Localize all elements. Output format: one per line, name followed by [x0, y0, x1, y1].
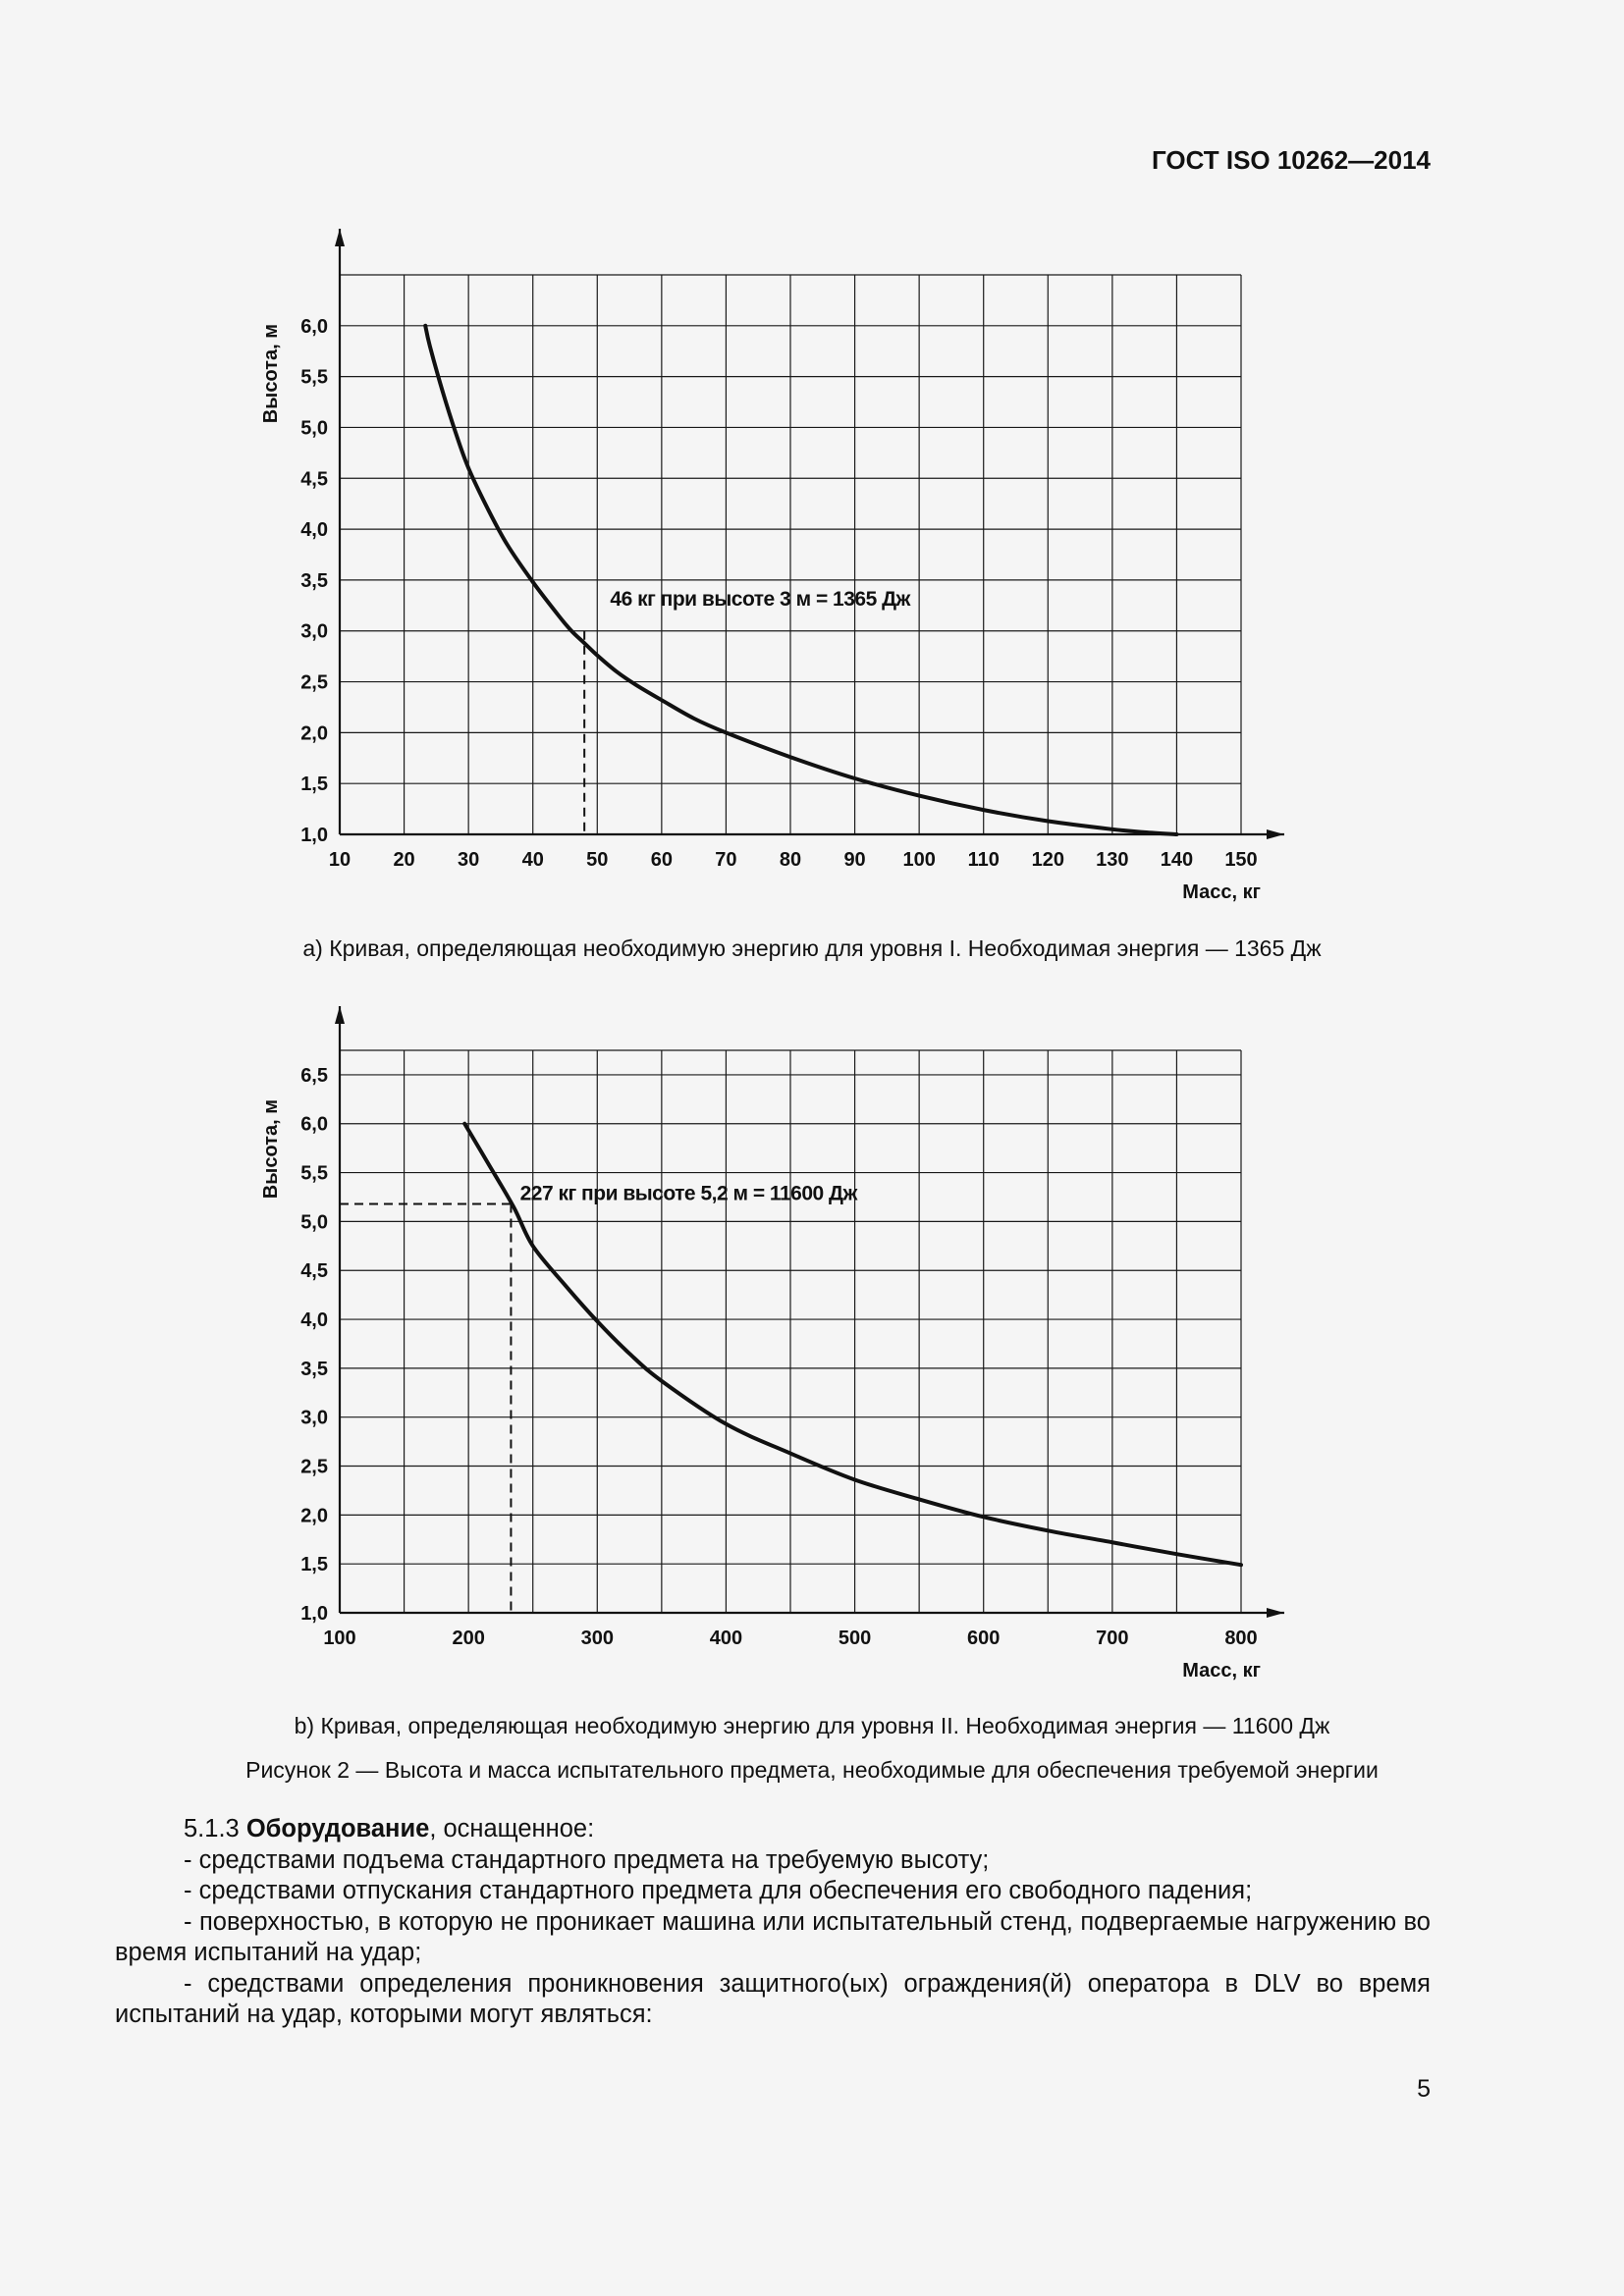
- section-heading: [115, 1814, 1431, 1845]
- x-tick-label: 50: [586, 849, 609, 871]
- y-tick-label: 1,0: [300, 1603, 328, 1625]
- caption-b: b) Кривая, определяющая необходимую энергию для уровня II. Необходимая энергия — 11600 Дж: [294, 1713, 1330, 1738]
- y-tick-label: 1,5: [300, 774, 328, 796]
- y-tick-label: 1,5: [300, 1554, 328, 1576]
- x-tick-label: 130: [1096, 849, 1129, 871]
- x-tick-label: 70: [715, 849, 737, 871]
- x-tick-label: 110: [967, 849, 1000, 871]
- x-tick-label: 140: [1160, 849, 1194, 871]
- y-tick-label: 6,5: [300, 1064, 328, 1087]
- y-axis-label: Высота, м: [260, 1099, 282, 1200]
- x-tick-label: 20: [393, 849, 415, 871]
- x-tick-label: 600: [967, 1628, 1001, 1649]
- x-tick-label: 100: [323, 1628, 356, 1649]
- y-tick-label: 2,0: [300, 722, 328, 745]
- figure-caption: Рисунок 2 — Высота и масса испытательного предмета, необходимые для обеспечения требуемой энергии: [245, 1757, 1379, 1783]
- y-tick-label: 6,0: [300, 315, 328, 338]
- y-axis-label: Высота, м: [260, 324, 282, 424]
- x-tick-label: 60: [650, 849, 673, 871]
- y-tick-label: 2,0: [300, 1505, 328, 1527]
- x-tick-label: 700: [1096, 1628, 1129, 1649]
- section-title-rest: , оснащенное:: [429, 1815, 595, 1842]
- x-tick-label: 90: [843, 849, 866, 871]
- x-axis-label: Масс, кг: [1182, 881, 1261, 903]
- y-tick-label: 3,5: [300, 1358, 328, 1380]
- x-axis-arrow: [1267, 1608, 1284, 1618]
- y-tick-label: 4,0: [300, 1309, 328, 1332]
- y-tick-label: 5,5: [300, 1162, 328, 1185]
- y-tick-label: 2,5: [300, 671, 328, 694]
- y-tick-label: 3,5: [300, 569, 328, 592]
- y-tick-label: 3,0: [300, 620, 328, 643]
- marker-annotation: 227 кг при высоте 5,2 м = 11600 Дж: [519, 1182, 857, 1205]
- y-tick-label: 6,0: [300, 1113, 328, 1136]
- y-tick-label: 1,0: [300, 825, 328, 846]
- y-tick-label: 2,5: [300, 1456, 328, 1478]
- y-tick-label: 3,0: [300, 1407, 328, 1429]
- x-tick-label: 200: [452, 1628, 485, 1649]
- x-tick-label: 10: [328, 849, 352, 871]
- x-tick-label: 150: [1224, 849, 1258, 871]
- list-item: - средствами отпускания стандартного предмета для обеспечения его свободного падения;: [184, 1877, 1253, 1904]
- x-tick-label: 400: [709, 1628, 743, 1649]
- caption-a: а) Кривая, определяющая необходимую энергию для уровня I. Необходимая энергия — 1365 Дж: [302, 935, 1322, 961]
- section-number: 5.1.3: [184, 1815, 240, 1842]
- y-tick-label: 5,0: [300, 417, 328, 440]
- y-tick-label: 5,0: [300, 1211, 328, 1234]
- page-number: 5: [1417, 2075, 1431, 2103]
- marker-annotation: 46 кг при высоте 3 м = 1365 Дж: [610, 587, 910, 611]
- x-tick-label: 300: [580, 1628, 614, 1649]
- x-tick-label: 80: [779, 849, 802, 871]
- x-tick-label: 500: [838, 1628, 872, 1649]
- list-item: - средствами подъема стандартного предмета на требуемую высоту;: [184, 1845, 990, 1874]
- x-tick-label: 800: [1224, 1628, 1258, 1649]
- y-tick-label: 4,5: [300, 468, 328, 491]
- y-tick-label: 4,0: [300, 519, 328, 542]
- list-item: - средствами определения проникновения защитного(ых) ограждения(й) оператора в DLV во время испытаний на удар, которыми могут являться:: [115, 1969, 1431, 2028]
- y-tick-label: 4,5: [300, 1260, 328, 1283]
- x-axis-label: Масс, кг: [1182, 1660, 1261, 1682]
- x-tick-label: 40: [521, 849, 544, 871]
- section-title: Оборудование: [245, 1815, 430, 1842]
- x-tick-label: 30: [458, 849, 480, 871]
- standard-header: ГОСТ ISO 10262—2014: [1151, 145, 1431, 175]
- section-text: [115, 1814, 1431, 2031]
- x-tick-label: 100: [902, 849, 936, 871]
- list-item: - поверхностью, в которую не проникает машина или испытательный стенд, подвергаемые нагружению во время испытаний на удар;: [115, 1907, 1431, 1966]
- y-axis-arrow: [335, 1006, 345, 1024]
- y-tick-label: 5,5: [300, 366, 328, 389]
- x-tick-label: 120: [1031, 849, 1064, 871]
